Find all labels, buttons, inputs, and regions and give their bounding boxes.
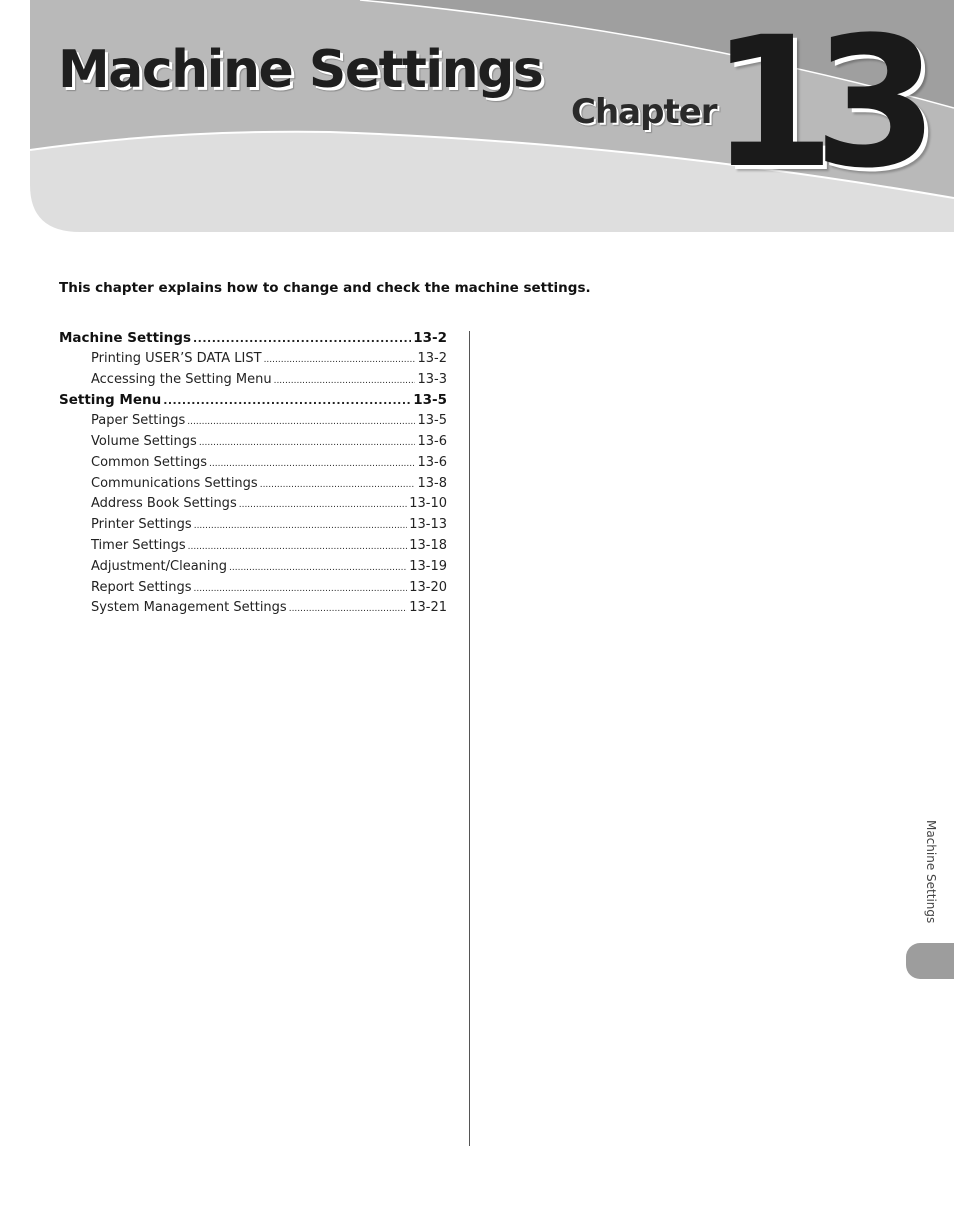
page-title: Machine Settings [58,40,543,100]
chapter-header [0,0,954,240]
toc-entry-label: Address Book Settings [91,496,237,512]
toc-page-number: 13-6 [417,454,447,470]
toc-page-number: 13-8 [417,475,447,491]
toc-page-number: 13-3 [417,371,447,387]
toc-dot-leader [229,563,407,573]
toc-dot-leader [187,417,415,427]
toc-page-number: 13-19 [409,558,447,574]
toc-subsection-entry[interactable] [59,351,447,372]
toc-subsection-entry[interactable] [59,413,447,434]
toc-entry-label: Common Settings [91,454,208,470]
table-of-contents [59,330,447,621]
chapter-thumb-tab[interactable] [906,943,954,979]
toc-dot-leader [274,376,416,386]
toc-entry-label: Volume Settings [91,433,197,449]
toc-dot-leader [194,521,408,531]
toc-subsection-entry[interactable] [59,600,447,621]
toc-subsection-entry[interactable] [59,476,447,497]
toc-subsection-entry[interactable] [59,559,447,580]
toc-page-number: 13-6 [417,433,447,449]
toc-entry-label: Timer Settings [91,537,186,553]
toc-dot-leader [199,438,416,448]
toc-page-number: 13-13 [409,517,447,533]
toc-dot-leader [193,332,411,345]
toc-dot-leader [264,355,416,365]
toc-entry-label: Paper Settings [91,413,186,429]
toc-page-number: 13-21 [409,600,447,616]
toc-entry-label: Machine Settings [59,330,191,346]
toc-page-number: 13-2 [413,330,447,346]
toc-page-number: 13-18 [409,537,447,553]
toc-dot-leader [163,394,411,407]
toc-page-number: 13-10 [409,496,447,512]
column-divider [469,331,470,1146]
toc-page-number: 13-20 [409,579,447,595]
toc-entry-label: Printer Settings [91,517,192,533]
chapter-intro: This chapter explains how to change and check the machine settings. [59,279,591,296]
toc-dot-leader [239,500,408,510]
toc-page-number: 13-2 [417,350,447,366]
toc-subsection-entry[interactable] [59,580,447,601]
toc-entry-label: System Management Settings [91,600,287,616]
toc-subsection-entry[interactable] [59,517,447,538]
toc-subsection-entry[interactable] [59,538,447,559]
toc-section-entry[interactable] [59,392,447,413]
toc-entry-label: Adjustment/Cleaning [91,558,228,574]
toc-subsection-entry[interactable] [59,455,447,476]
toc-dot-leader [209,459,415,469]
toc-entry-label: Communications Settings [91,475,258,491]
toc-section-entry[interactable] [59,330,447,351]
toc-page-number: 13-5 [413,392,447,409]
side-tab-label: Machine Settings [924,820,938,924]
toc-dot-leader [194,584,408,594]
toc-dot-leader [260,480,416,490]
toc-entry-label: Report Settings [91,579,192,595]
toc-subsection-entry[interactable] [59,434,447,455]
chapter-number: 13 [710,0,917,208]
toc-subsection-entry[interactable] [59,496,447,517]
toc-dot-leader [289,604,408,614]
toc-subsection-entry[interactable] [59,372,447,393]
toc-entry-label: Accessing the Setting Menu [91,371,272,387]
toc-dot-leader [188,542,408,552]
toc-page-number: 13-5 [417,413,447,429]
toc-entry-label: Setting Menu [59,392,162,409]
toc-entry-label: Printing USER’S DATA LIST [91,350,262,366]
chapter-label: Chapter [571,92,717,132]
